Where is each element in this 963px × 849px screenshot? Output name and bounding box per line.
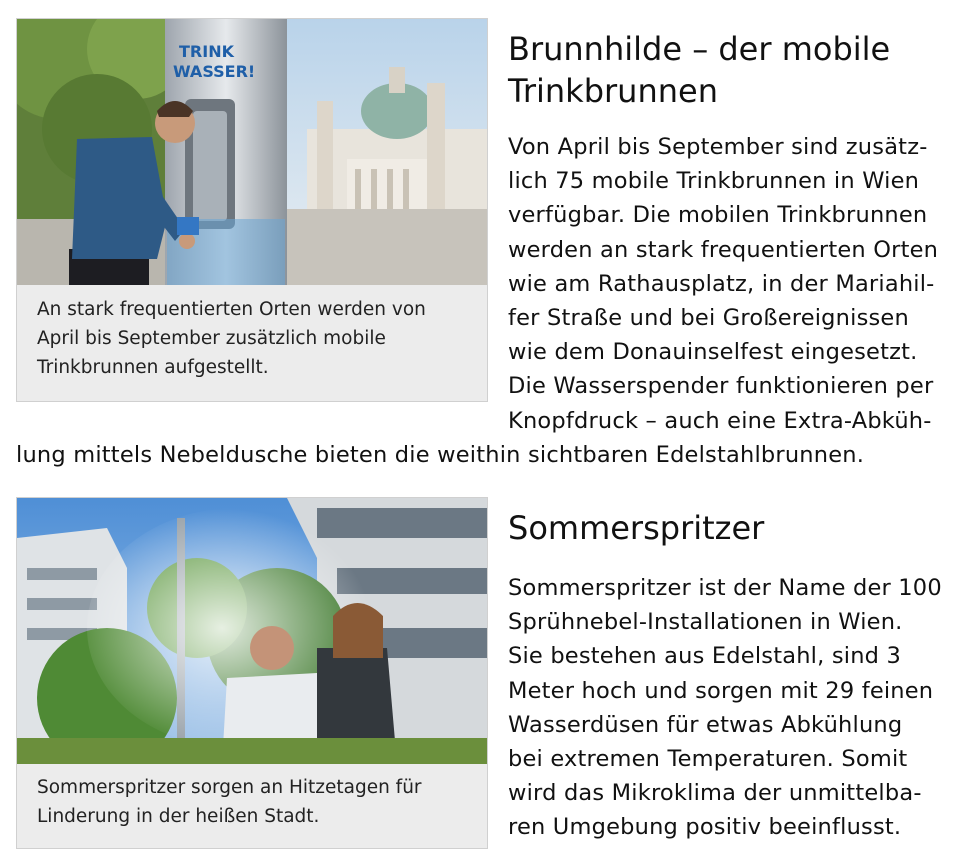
body-line: lich 75 mobile Trinkbrunnen in Wien: [508, 168, 920, 195]
body-line: wie dem Donauinselfest eingesetzt.: [508, 339, 918, 366]
sign-text-line1: TRINK: [179, 42, 234, 61]
section-heading: [508, 28, 890, 112]
body-line: werden an stark frequentierten Orten: [508, 236, 939, 263]
heading-line: Sommerspritzer: [508, 509, 765, 547]
body-line: Die Wasserspender funktionieren per: [508, 373, 934, 400]
body-line: Meter hoch und sorgen mit 29 feinen: [508, 677, 934, 704]
caption-line: April bis September zusätzlich mobile: [37, 328, 386, 349]
section-heading: [508, 507, 764, 549]
body-line: Sommerspritzer ist der Name der 100: [508, 575, 942, 601]
caption-line: Sommerspritzer sorgen an Hitzetagen für: [37, 777, 422, 798]
section-body-text: [508, 130, 958, 438]
figure-caption: [37, 773, 469, 831]
heading-line: Trinkbrunnen: [508, 72, 718, 110]
caption-line: An stark frequentierten Orten werden von: [37, 299, 426, 320]
body-line: verfügbar. Die mobilen Trinkbrunnen: [508, 202, 928, 229]
sign-text-line2: WASSER!: [173, 62, 256, 81]
photo-mist-shower: [17, 498, 487, 764]
body-line: wird das Mikroklima der unmittelba-: [508, 780, 922, 807]
figure-caption: [37, 295, 469, 382]
body-line: Von April bis September sind zusätz-: [508, 134, 928, 160]
heading-line: Brunnhilde – der mobile: [508, 30, 891, 68]
body-line: Wasserdüsen für etwas Abkühlung: [508, 711, 903, 738]
caption-line: Trinkbrunnen aufgestellt.: [37, 357, 269, 378]
section-body-text: [508, 571, 958, 845]
body-line: Sprühnebel-Installationen in Wien.: [508, 609, 903, 636]
mist-shower-photo-illustration: [17, 498, 487, 764]
caption-line: Linderung in der heißen Stadt.: [37, 806, 320, 827]
body-line: Knopfdruck – auch eine Extra-Abküh-: [508, 407, 932, 434]
body-line: Sie bestehen aus Edelstahl, sind 3: [508, 643, 902, 670]
figure-brunnhilde: [16, 18, 488, 402]
figure-sommerspritzer: [16, 497, 488, 849]
body-line: bei extremen Temperaturen. Somit: [508, 746, 908, 773]
body-continuation-line: lung mittels Nebeldusche bieten die weithin sichtbaren Edelstahlbrunnen.: [16, 442, 865, 468]
body-line: wie am Rathausplatz, in der Mariahil-: [508, 270, 935, 297]
photo-mobile-drinking-fountain: [17, 19, 487, 285]
section-sommerspritzer: [0, 497, 963, 849]
body-line: fer Straße und bei Großereignissen: [508, 305, 909, 332]
fountain-photo-illustration: [17, 19, 487, 285]
body-line: ren Umgebung positiv beeinflusst.: [508, 814, 902, 841]
